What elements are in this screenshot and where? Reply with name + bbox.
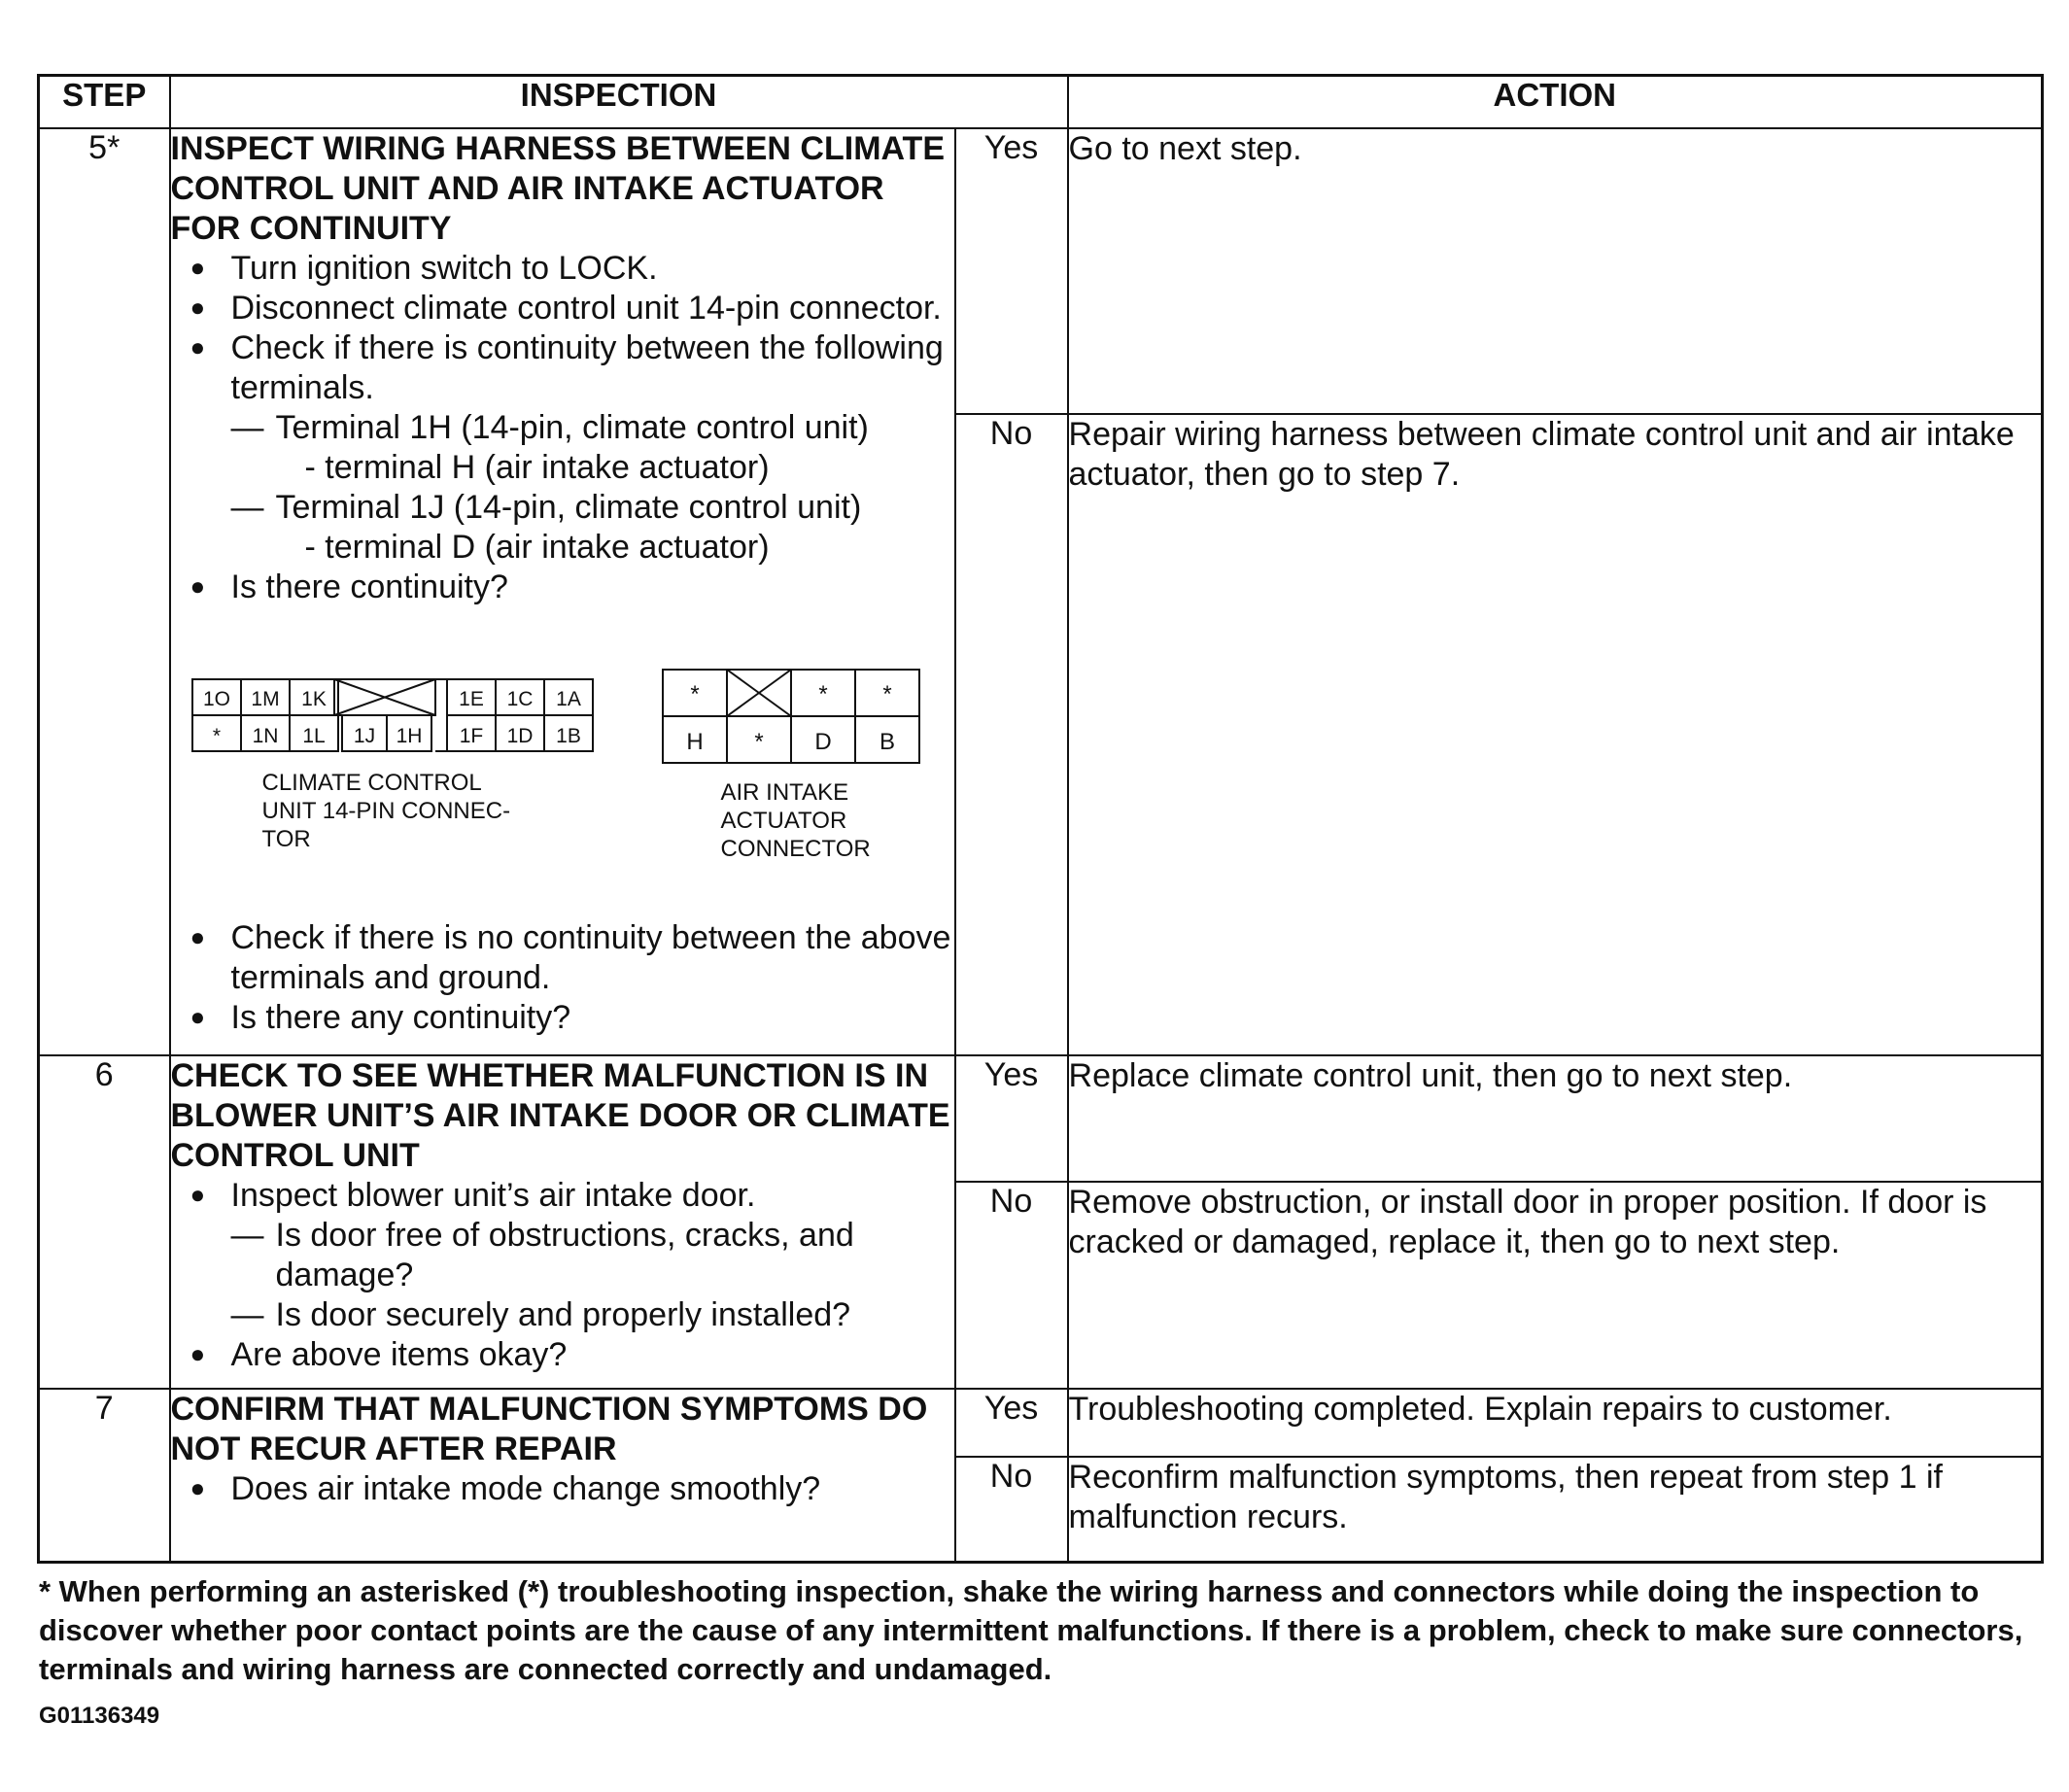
step-5-number: 5* [39,128,170,1055]
list-item [190,1176,954,1335]
air-intake-actuator-connector-diagram [661,668,921,765]
ai-pin-d: D [813,729,832,755]
troubleshooting-table [37,74,2044,1564]
cc-pin-1l: 1L [301,725,326,747]
step-5-no-label: No [955,414,1068,1055]
step-5-yes-row [39,128,2043,414]
cc-pin-1n: 1N [252,725,278,747]
list-item [231,488,954,568]
action-header: ACTION [1068,76,2043,129]
step-6-yes-action: Replace climate control unit, then go to next step. [1068,1055,2043,1182]
ai-pin-star-1: * [689,681,700,707]
air-intake-connector-caption: AIR INTAKE ACTUATOR CONNECTOR [720,779,871,862]
step-7-bullets [171,1469,954,1509]
list-item: ● Disconnect climate control unit 14-pin connector. [190,289,954,328]
step-7-yes-label: Yes [955,1389,1068,1457]
step-5-yes-label: Yes [955,128,1068,414]
list-item: ● Are above items okay? [190,1335,954,1375]
step-5-no-action: Repair wiring harness between climate control unit and air intake actuator, then go to step 7. [1068,414,2043,1055]
terminal-1j-text: Terminal 1J (14-pin, climate control unit) [275,489,862,526]
step-header: STEP [39,76,170,129]
list-item: ● Check if there is no continuity between the above terminals and ground. [190,918,954,998]
step-7-yes-row [39,1389,2043,1457]
ai-pin-star-2: * [817,681,828,707]
list-item [190,328,954,568]
list-item: ● Is there any continuity? [190,998,954,1038]
cc-pin-1m: 1M [250,688,280,710]
ai-pin-b: B [879,729,895,755]
list-item: — Is door securely and properly installed? [231,1295,954,1335]
step-6-title: CHECK TO SEE WHETHER MALFUNCTION IS IN BLOWER UNIT’S AIR INTAKE DOOR OR CLIMATE CONTROL UNIT [170,1057,950,1174]
cc-pin-1k: 1K [300,688,327,710]
step-7-title: CONFIRM THAT MALFUNCTION SYMPTOMS DO NOT RECUR AFTER REPAIR [170,1391,928,1467]
ai-pin-star-3: * [881,681,892,707]
cc-pin-1a: 1A [555,688,581,710]
step-7-no-action: Reconfirm malfunction symptoms, then repeat from step 1 if malfunction recurs. [1068,1457,2043,1562]
step-6-no-action: Remove obstruction, or install door in proper position. If door is cracked or damaged, replace it, then go to next step. [1068,1182,2043,1389]
step-6-yes-label: Yes [955,1055,1068,1182]
step-7-inspection [170,1389,955,1562]
inspection-header: INSPECTION [170,76,1068,129]
step-5-title: INSPECT WIRING HARNESS BETWEEN CLIMATE CONTROL UNIT AND AIR INTAKE ACTUATOR FOR CONTINUITY [170,130,945,247]
door-check-list [231,1216,954,1335]
list-item: ● Does air intake mode change smoothly? [190,1469,954,1509]
cc-pin-1o: 1O [202,688,230,710]
terminal-h-text: - terminal H (air intake actuator) [304,449,770,486]
list-item: ● Is there continuity? [190,568,954,607]
cc-pin-1j: 1J [353,725,375,747]
step-7-yes-action: Troubleshooting completed. Explain repairs to customer. [1068,1389,2043,1457]
step-7-no-label: No [955,1457,1068,1562]
inspect-door-text: Inspect blower unit’s air intake door. [230,1177,756,1214]
step-6-yes-row [39,1055,2043,1182]
step-5-bullets [171,249,954,607]
terminal-1h-text: Terminal 1H (14-pin, climate control unit) [275,409,869,446]
terminal-list [231,408,954,568]
list-item [231,408,954,488]
cc-pin-1e: 1E [458,688,484,710]
step-5-inspection [170,128,955,1055]
cc-pin-1d: 1D [506,725,533,747]
climate-control-connector-caption: CLIMATE CONTROL UNIT 14-PIN CONNEC- TOR [261,770,511,852]
terminal-d-text: - terminal D (air intake actuator) [304,529,770,566]
list-item: — Is door free of obstructions, cracks, and damage? [231,1216,954,1295]
climate-control-connector-diagram [190,677,595,757]
connector-diagrams [171,607,954,918]
step-6-inspection [170,1055,955,1389]
step-6-bullets [171,1176,954,1375]
cc-pin-1f: 1F [459,725,483,747]
step-5-bullets-2 [171,918,954,1038]
step-7-number: 7 [39,1389,170,1562]
cc-pin-1b: 1B [555,725,581,747]
step-6-no-label: No [955,1182,1068,1389]
list-item: ● Turn ignition switch to LOCK. [190,249,954,289]
step-6-number: 6 [39,1055,170,1389]
header-row [39,76,2043,129]
continuity-check-text: Check if there is continuity between the following terminals. [230,329,944,406]
cc-pin-star: * [212,725,221,747]
figure-id: G01136349 [39,1703,160,1729]
ai-pin-star-4: * [753,729,764,755]
ai-pin-h: H [685,729,704,755]
cc-pin-1h: 1H [396,725,422,747]
asterisk-footnote: * When performing an asterisked (*) troubleshooting inspection, shake the wiring harness and connectors while doing the inspection to discover whether poor contact points are the cause of any intermittent malfunctions. If there is a problem, check to make sure connectors, terminals and wiring harness are connected correctly and undamaged. [39,1574,2023,1686]
step-5-yes-action: Go to next step. [1068,128,2043,414]
cc-pin-1c: 1C [506,688,533,710]
